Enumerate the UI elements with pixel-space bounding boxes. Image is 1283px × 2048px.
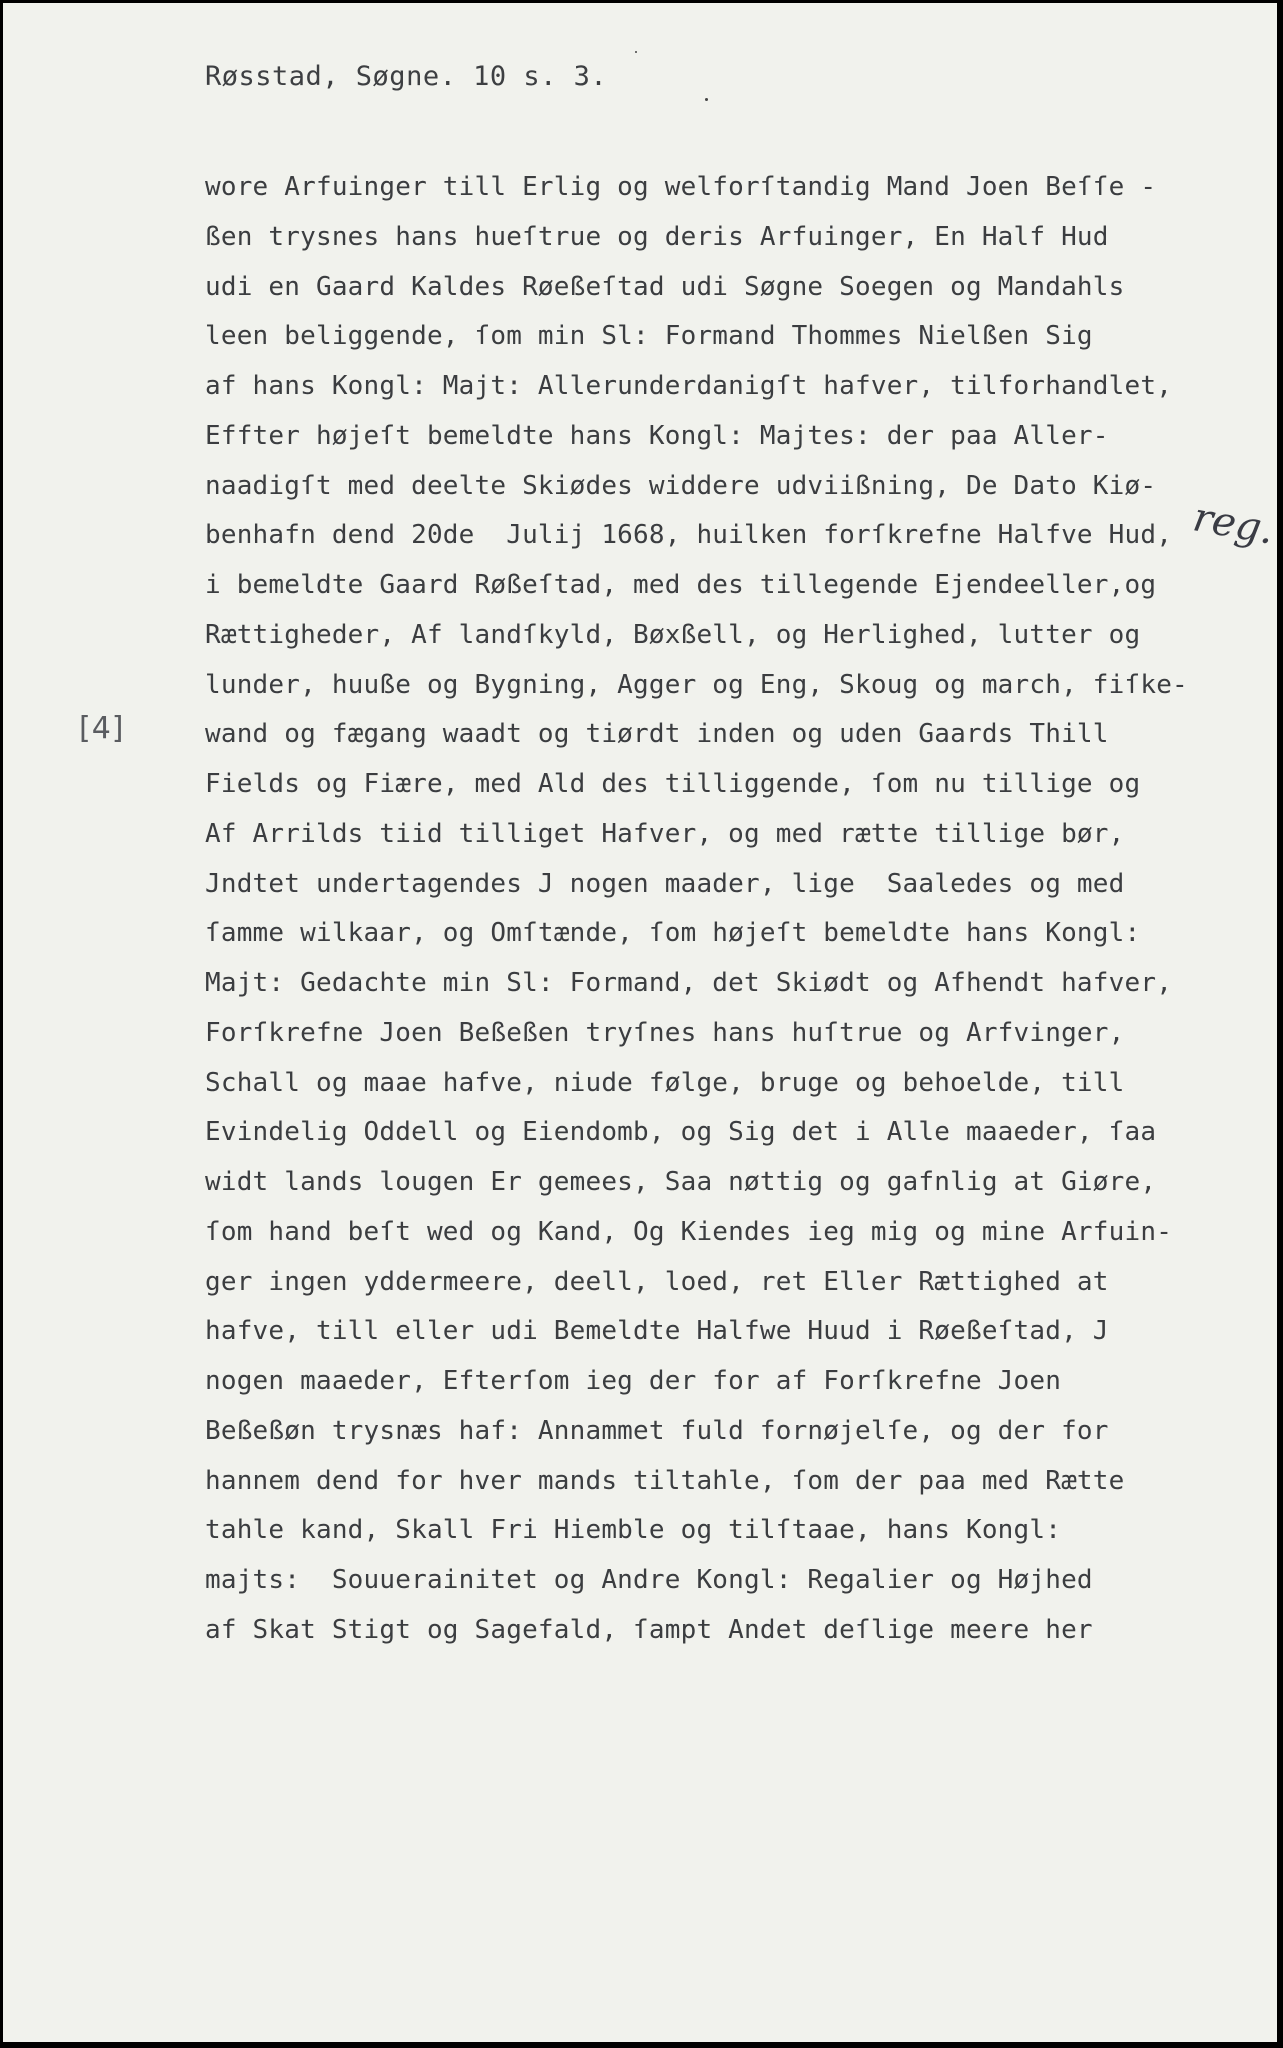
text-line: ſom hand beſt wed og Kand, Og Kiendes ieg mig og mine Arfuin- [205, 1216, 1173, 1247]
dust-speck [635, 51, 637, 53]
text-line: wand og fægang waadt og tiørdt inden og uden Gaards Thill [205, 719, 1109, 750]
text-line: naadigſt med deelte Skiødes widdere udviißning, De Dato Kiø- [205, 470, 1157, 501]
document-page [3, 3, 1277, 2042]
text-line: lunder, huuße og Bygning, Agger og Eng, Skoug og march, fiſke- [205, 669, 1188, 700]
text-line: Effter højeſt bemeldte hans Kongl: Majtes: der paa Aller- [205, 420, 1109, 451]
text-line: i bemeldte Gaard Røßeſtad, med des tillegende Ejendeeller,og [205, 570, 1157, 600]
text-line: ſamme wilkaar, og Omſtænde, ſom højeſt bemeldte hans Kongl: [205, 918, 1141, 949]
text-line: ßen trysnes hans hueſtrue og deris Arfuinger, En Half Hud [205, 221, 1109, 252]
text-line: af Skat Stigt og Sagefald, ſampt Andet deſlige meere her [205, 1614, 1093, 1645]
text-line: Beßeßøn trysnæs haf: Annammet fuld fornøjelſe, og der for [205, 1415, 1109, 1446]
margin-note-reg: reg. [1189, 494, 1278, 554]
text-line: Jndtet undertagendes J nogen maader, lige Saaledes og med [205, 868, 1125, 899]
text-line: Forſkrefne Joen Beßeßen tryſnes hans huſtrue og Arfvinger, [205, 1017, 1125, 1048]
text-line: Evindelig Oddell og Eiendomb, og Sig det i Alle maaeder, ſaa [205, 1117, 1157, 1148]
text-line: widt lands lougen Er gemees, Saa nøttig og gafnlig at Giøre, [205, 1167, 1157, 1197]
text-line: Schall og maae hafve, niude følge, bruge og behoelde, till [205, 1067, 1125, 1098]
text-line: nogen maaeder, Efterſom ieg der for af Forſkrefne Joen [205, 1366, 1062, 1396]
text-line: hafve, till eller udi Bemeldte Halfwe Huud i Røeßeſtad, J [205, 1316, 1109, 1347]
text-line: wore Arfuinger till Erlig og welforſtandig Mand Joen Beſſe - [205, 172, 1157, 202]
text-line: leen beliggende, ſom min Sl: Formand Thommes Nielßen Sig [205, 321, 1093, 352]
text-line: benhafn dend 20de Julij 1668, huilken forſkrefne Halfve Hud, [205, 520, 1173, 551]
text-line: tahle kand, Skall Fri Hiemble og tilſtaae, hans Kongl: [205, 1515, 1062, 1546]
text-line: Fields og Fiære, med Ald des tilliggende, ſom nu tillige og [205, 769, 1141, 799]
text-line: Af Arrilds tiid tilliget Hafver, og med rætte tillige bør, [205, 818, 1125, 849]
text-line: Majt: Gedachte min Sl: Formand, det Skiødt og Afhendt hafver, [205, 968, 1173, 998]
margin-note-page-number: [4] [79, 711, 125, 746]
text-line: ger ingen yddermeere, deell, loed, ret Eller Rættighed at [205, 1266, 1109, 1297]
text-line: udi en Gaard Kaldes Røeßeſtad udi Søgne Soegen og Mandahls [205, 271, 1125, 302]
text-line: majts: Souuerainitet og Andre Kongl: Regalier og Højhed [205, 1565, 1093, 1595]
page-header: Røsstad, Søgne. 10 s. 3. [205, 61, 608, 92]
text-line: Rættigheder, Af landſkyld, Bøxßell, og Herlighed, lutter og [205, 619, 1141, 650]
dust-speck [705, 98, 708, 101]
text-line: hannem dend for hver mands tiltahle, ſom der paa med Rætte [205, 1465, 1125, 1496]
text-line: af hans Kongl: Majt: Allerunderdanigſt hafver, tilforhandlet, [205, 371, 1173, 401]
transcription-body [205, 163, 1188, 1656]
